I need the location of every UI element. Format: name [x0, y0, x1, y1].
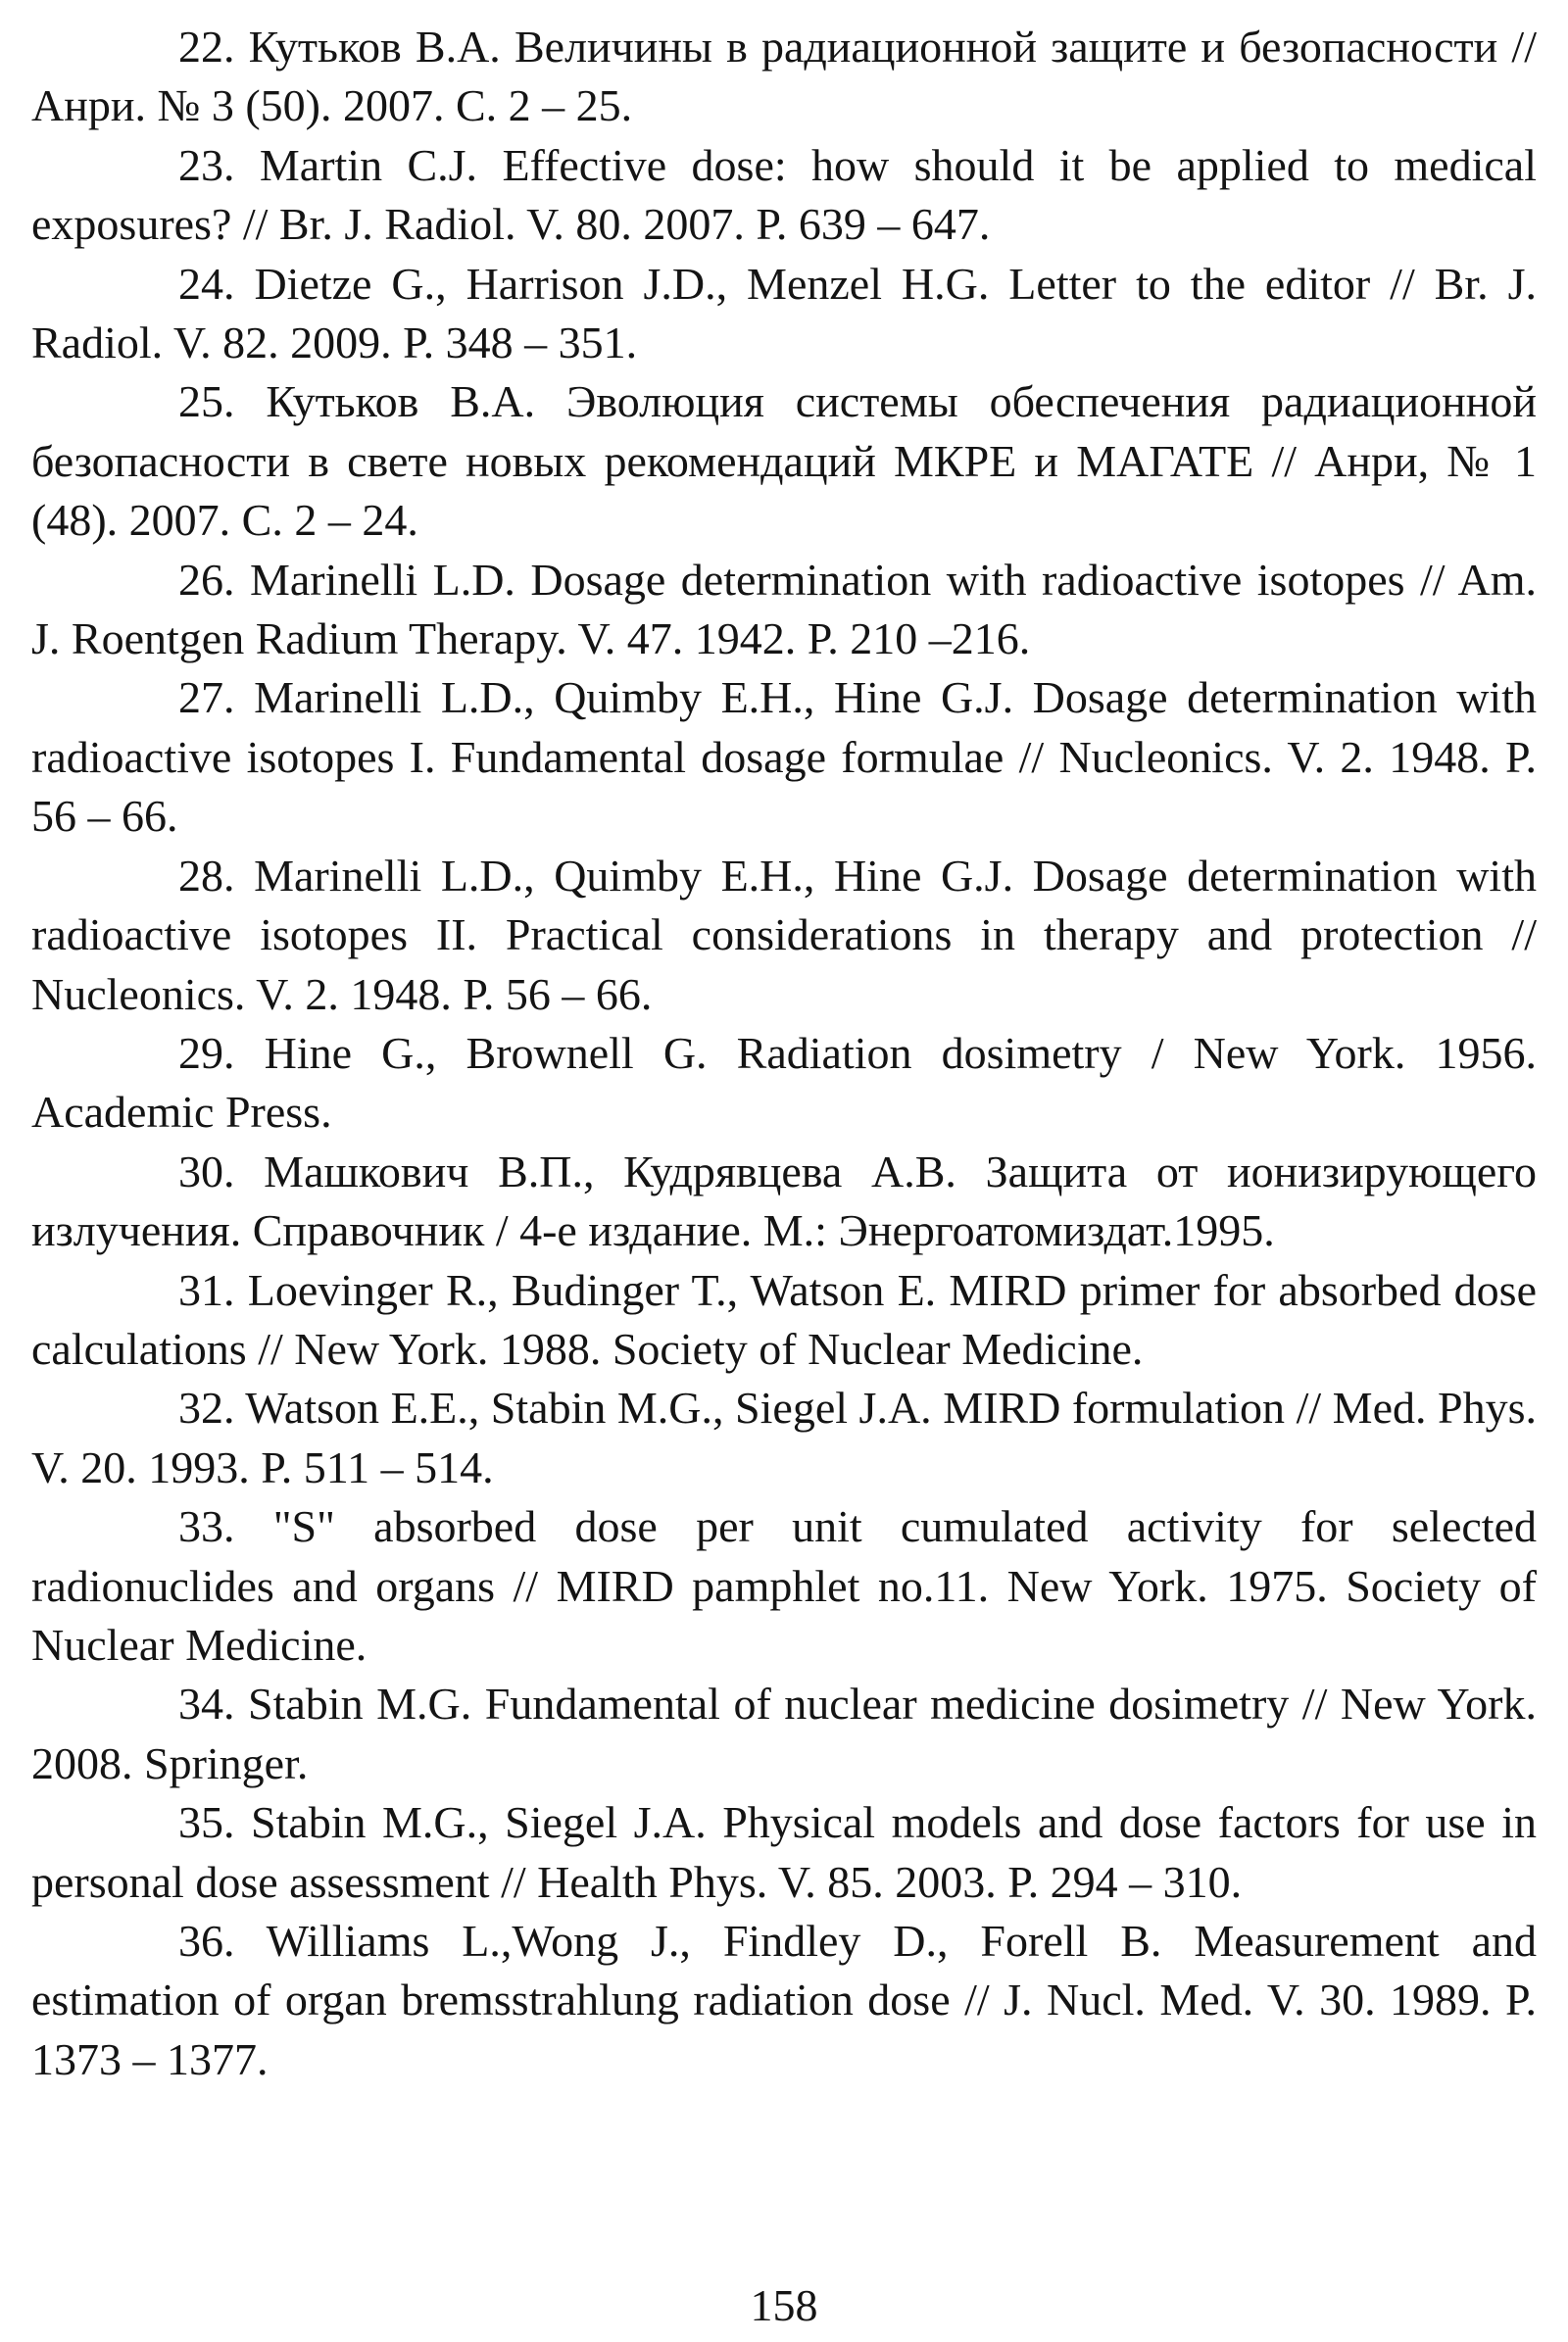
reference-item-23: 23. Martin C.J. Effective dose: how should it be applied to medical exposures? // Br. J. Radiol. V. 80. 2007. P. 639 – 647. [31, 139, 1537, 250]
reference-item-34: 34. Stabin M.G. Fundamental of nuclear medicine dosimetry // New York. 2008. Springer. [31, 1679, 1537, 1788]
reference-item-22: 22. Кутьков В.А. Величины в радиационной защите и безопасности // Анри. № 3 (50). 2007. С. 2 – 25. [31, 22, 1537, 131]
reference-item-28: 28. Marinelli L.D., Quimby E.H., Hine G.J. Dosage determination with radioactive isotopes II. Practical considerations in therapy and protection // Nucleonics. V. 2. 1948. P. 56 – 66. [31, 850, 1537, 1019]
reference-item-36: 36. Williams L.,Wong J., Findley D., Forell B. Measurement and estimation of organ bremsstrahlung radiation dose // J. Nucl. Med. V. 30. 1989. P. 1373 – 1377. [31, 1916, 1537, 2084]
reference-item-24: 24. Dietze G., Harrison J.D., Menzel H.G. Letter to the editor // Br. J. Radiol. V. 82. 2009. P. 348 – 351. [31, 258, 1537, 368]
reference-item-29: 29. Hine G., Brownell G. Radiation dosimetry / New York. 1956. Academic Press. [31, 1027, 1537, 1138]
reference-item-26: 26. Marinelli L.D. Dosage determination with radioactive isotopes // Am. J. Roentgen Radium Therapy. V. 47. 1942. P. 210 –216. [31, 554, 1537, 664]
reference-list [31, 18, 1537, 2089]
reference-item-30: 30. Машкович В.П., Кудрявцева А.В. Защита от ионизирующего излучения. Справочник / 4-е издание. М.: Энергоатомиздат.1995. [31, 1146, 1537, 1256]
reference-item-31: 31. Loevinger R., Budinger T., Watson E. MIRD primer for absorbed dose calculations // New York. 1988. Society of Nuclear Medicine. [31, 1264, 1537, 1374]
reference-item-25: 25. Кутьков В.А. Эволюция системы обеспечения радиационной безопасности в свете новых рекомендаций МКРЕ и МАГАТЕ // Анри, № 1 (48). 2007. С. 2 – 24. [31, 376, 1537, 546]
reference-item-33: 33. "S" absorbed dose per unit cumulated activity for selected radionuclides and organs // MIRD pamphlet no.11. New York. 1975. Society of Nuclear Medicine. [31, 1501, 1537, 1670]
reference-item-32: 32. Watson E.E., Stabin M.G., Siegel J.A. MIRD formulation // Med. Phys. V. 20. 1993. P. 511 – 514. [31, 1383, 1537, 1492]
reference-item-27: 27. Marinelli L.D., Quimby E.H., Hine G.J. Dosage determination with radioactive isotopes I. Fundamental dosage formulae // Nucleonics. V. 2. 1948. P. 56 – 66. [31, 672, 1537, 842]
reference-item-35: 35. Stabin M.G., Siegel J.A. Physical models and dose factors for use in personal dose assessment // Health Phys. V. 85. 2003. P. 294 – 310. [31, 1797, 1537, 1907]
page-number: 158 [750, 2280, 818, 2330]
